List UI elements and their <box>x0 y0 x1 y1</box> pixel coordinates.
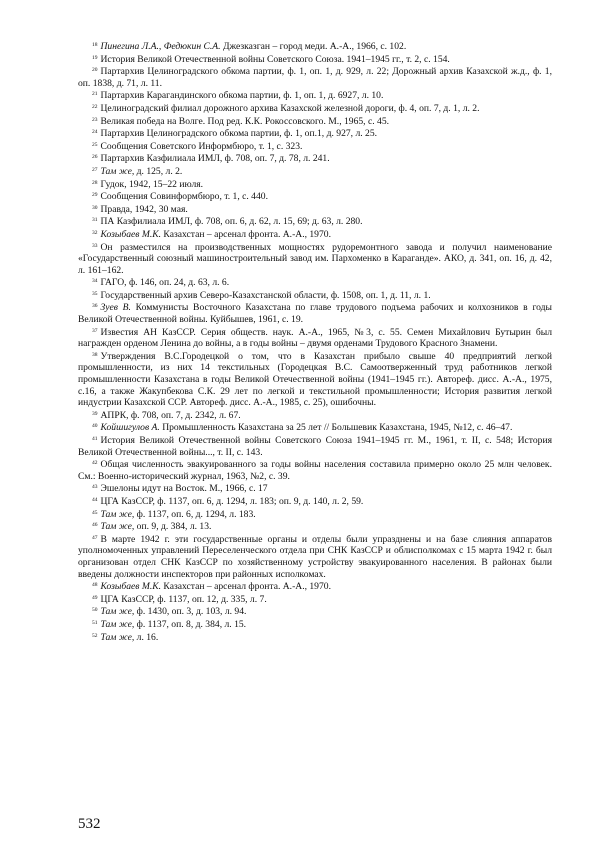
footnote-text: Правда, 1942, 30 мая. <box>100 203 188 215</box>
footnote-20 <box>78 65 552 89</box>
footnote-number: 42 <box>92 460 98 467</box>
footnote-19 <box>78 53 552 66</box>
footnote-number: 48 <box>92 582 98 589</box>
footnote-text: Великая победа на Волге. Под ред. К.К. Рокоссовского. М., 1965, с. 45. <box>100 115 390 127</box>
footnote-34 <box>78 276 552 289</box>
footnote-number: 25 <box>92 141 98 148</box>
footnote-text: Сообщения Совинформбюро, т. 1, с. 440. <box>100 191 268 203</box>
footnote-text: История Великой Отечественной войны Советского Союза 1941–1945 гг. М., 1961, т. II, с. 548; История Великой Отечественной войны..., т. II, с. 143. <box>78 435 552 458</box>
footnote-23 <box>78 115 552 128</box>
footnote-32 <box>78 228 552 241</box>
footnote-author: Зуев В. <box>100 302 131 314</box>
footnote-number: 34 <box>92 278 98 285</box>
footnote-number: 39 <box>92 410 98 417</box>
footnote-26 <box>78 152 552 165</box>
footnote-text: д. 125, л. 2. <box>134 165 183 177</box>
footnote-text: ГАГО, ф. 146, оп. 24, д. 63, л. 6. <box>100 277 230 289</box>
footnote-text: Партархив Целиноградского обкома партии, ф. 1, оп. 1, д. 929, л. 22; Дорожный архив Казахской ж.д., ф. 1, оп. 1838, д. 71, л. 11. <box>78 66 552 89</box>
footnote-text: ЦГА КазССР, ф. 1137, оп. 12, д. 335, л. 7. <box>100 593 267 605</box>
footnote-author: Козыбаев М.К. <box>100 228 162 240</box>
footnote-text: Партархив Карагандинского обкома партии, ф. 1, оп. 1, д. 6927, л. 10. <box>100 90 384 102</box>
footnote-number: 27 <box>92 166 98 173</box>
footnote-49 <box>78 593 552 606</box>
footnote-author: Козыбаев М.К. <box>100 581 162 593</box>
footnote-author: Там же, <box>100 165 135 177</box>
footnote-text: АПРК, ф. 708, оп. 7, д. 2342, л. 67. <box>100 409 241 421</box>
footnote-51 <box>78 618 552 631</box>
footnote-43 <box>78 482 552 495</box>
footnote-52 <box>78 631 552 644</box>
footnote-text: оп. 9, д. 384, л. 13. <box>134 521 212 533</box>
footnotes-block <box>78 40 552 643</box>
footnote-number: 28 <box>92 179 98 186</box>
footnote-number: 37 <box>92 327 98 334</box>
footnote-text: Сообщения Советского Информбюро, т. 1, с. 323. <box>100 140 303 152</box>
footnote-number: 23 <box>92 116 98 123</box>
footnote-text: Промышленность Казахстана за 25 лет // Большевик Казахстана, 1945, №12, с. 46–47. <box>159 422 513 434</box>
footnote-text: л. 16. <box>134 631 159 643</box>
footnote-author: Там же, <box>100 521 135 533</box>
footnote-number: 44 <box>92 496 98 503</box>
footnote-text: ф. 1137, оп. 6, д. 1294, л. 183. <box>134 508 256 520</box>
footnote-author: Там же, <box>100 606 135 618</box>
footnote-text: Казахстан – арсенал фронта. А.-А., 1970. <box>161 228 331 240</box>
footnote-author: Там же, <box>100 618 135 630</box>
footnote-47 <box>78 533 552 580</box>
footnote-number: 30 <box>92 204 98 211</box>
footnote-number: 29 <box>92 192 98 199</box>
footnote-48 <box>78 580 552 593</box>
footnote-44 <box>78 495 552 508</box>
footnote-text: Джезказган – город меди. А.-А., 1966, с. 102. <box>220 41 407 52</box>
footnote-45 <box>78 508 552 521</box>
footnote-number: 26 <box>92 154 98 161</box>
footnote-text: Партархив Целиноградского обкома партии, ф. 1, оп.1, д. 927, л. 25. <box>100 128 378 140</box>
footnote-number: 49 <box>92 594 98 601</box>
footnote-text: Государственный архив Северо-Казахстанской области, ф. 1508, оп. 1, д. 11, л. 1. <box>100 289 431 301</box>
footnote-number: 21 <box>92 91 98 98</box>
footnote-text: ЦГА КазССР, ф. 1137, оп. 6, д. 1294, л. 183; оп. 9, д. 140, л. 2, 59. <box>100 495 364 507</box>
footnote-36 <box>78 301 552 325</box>
footnote-24 <box>78 127 552 140</box>
footnote-text: Общая численность эвакуированного за годы войны населения составила примерно около 25 млн человек. См.: Военно-исторический журнал, 1963, №2, с. 39. <box>78 459 552 482</box>
footnote-author: Койшигулов А. <box>100 422 160 434</box>
footnote-30 <box>78 203 552 216</box>
footnote-text: ПА Казфилиала ИМЛ, ф. 708, оп. 6, д. 62, л. 15, 69; д. 63, л. 280. <box>100 216 363 228</box>
footnote-number: 35 <box>92 290 98 297</box>
footnote-text: Партархив Казфилиала ИМЛ, ф. 708, оп. 7, д. 78, л. 241. <box>100 153 330 165</box>
footnote-number: 36 <box>92 303 98 310</box>
footnote-text: Эшелоны идут на Восток. М., 1966, с. 17 <box>100 483 268 495</box>
footnote-number: 45 <box>92 509 98 516</box>
footnote-50 <box>78 605 552 618</box>
footnote-25 <box>78 140 552 153</box>
footnote-29 <box>78 190 552 203</box>
footnote-21 <box>78 89 552 102</box>
footnote-38 <box>78 350 552 409</box>
footnote-text: ф. 1430, оп. 3, д. 103, л. 94. <box>134 606 247 618</box>
footnote-number: 40 <box>92 423 98 430</box>
footnote-35 <box>78 289 552 302</box>
footnote-31 <box>78 215 552 228</box>
page-number: 532 <box>78 816 101 832</box>
footnote-number: 20 <box>92 67 98 74</box>
footnote-42 <box>78 458 552 482</box>
footnote-number: 46 <box>92 522 98 529</box>
footnote-39 <box>78 409 552 422</box>
footnote-author: Там же, <box>100 508 135 520</box>
footnote-number: 32 <box>92 229 98 236</box>
footnote-number: 33 <box>92 242 98 249</box>
footnote-41 <box>78 434 552 458</box>
footnote-number: 41 <box>92 436 98 442</box>
footnote-text: История Великой Отечественной войны Советского Союза. 1941–1945 гг., т. 2, с. 154. <box>100 53 450 65</box>
footnote-text: Коммунисты Восточного Казахстана по главе трудового подъема рабочих и колхозников в годы Великой Отечественной войны. Куйбышев, 1961, с. 19. <box>78 302 552 326</box>
footnote-author: Пинегина Л.А., Федюкин С.А. <box>100 41 221 52</box>
footnote-number: 18 <box>92 42 98 48</box>
footnote-text: Гудок, 1942, 15–22 июля. <box>100 178 204 190</box>
footnote-22 <box>78 102 552 115</box>
footnote-number: 31 <box>92 217 98 224</box>
footnote-number: 52 <box>92 632 98 639</box>
footnote-text: Известия АН КазССР. Серия обществ. наук. А.-А., 1965, №3, с. 55. Семен Михайлович Бутырин был награжден орденом Ленина до войны, а в годы войны – двумя орденами Трудового Красного Знамени. <box>78 326 552 350</box>
footnote-number: 47 <box>92 534 98 541</box>
footnote-number: 43 <box>92 484 98 491</box>
footnote-40 <box>78 421 552 434</box>
footnote-number: 50 <box>92 607 98 614</box>
footnote-text: Казахстан – арсенал фронта. А.-А., 1970. <box>161 581 331 593</box>
footnote-27 <box>78 165 552 178</box>
footnote-28 <box>78 178 552 191</box>
footnote-text: Целиноградский филиал дорожного архива Казахской железной дороги, ф. 4, оп. 7, д. 1, л. 2. <box>100 102 480 114</box>
footnote-text: Утверждения В.С.Городецкой о том, что в Казахстан прибыло свыше 40 предприятий легкой промышленности, из них 14 текстильных (Городецкая В.С. Самоотверженный труд работников легкой промышленности Казахстана в годы Великой Отечественной войны (1941–1945 гг.). Автореф. дисс. А.-А., 1975, с.16, а также Жакупбекова С.К. 29 лет по легкой и текстильной промышленности; История развития легкой индустрии Казахской ССР. Автореф. дисс. А.-А., 1985, с. 25), ошибочны. <box>78 350 552 409</box>
footnote-number: 19 <box>92 54 98 61</box>
footnote-text: ф. 1137, оп. 8, д. 384, л. 15. <box>134 618 247 630</box>
footnote-number: 24 <box>92 129 98 136</box>
footnote-text: Он разместился на производственных мощностях рудоремонтного завода и получил наименование «Государственный союзный машиностроительный завод им. Пархоменко в Караганде». АКО, д. 341, оп. 16, д. 42, л. 161–162. <box>78 241 552 276</box>
footnote-37 <box>78 326 552 350</box>
footnote-number: 22 <box>92 103 98 110</box>
footnote-number: 51 <box>92 619 98 626</box>
footnote-text: В марте 1942 г. эти государственные органы и отделы были упразднены и на базе слияния аппаратов уполномоченных управлений Переселенческого отдела при СНК КазССР и облисполкомах с 15 марта 1942 г. был организован отдел СНК КазССР по хозяйственному устройству эвакуированного населения. В районах были введены должности инспекторов при районных исполкомах. <box>78 533 552 580</box>
footnote-number: 38 <box>92 351 98 358</box>
footnote-33 <box>78 241 552 277</box>
footnote-18 <box>78 40 552 53</box>
footnote-author: Там же, <box>100 631 135 643</box>
footnote-46 <box>78 520 552 533</box>
